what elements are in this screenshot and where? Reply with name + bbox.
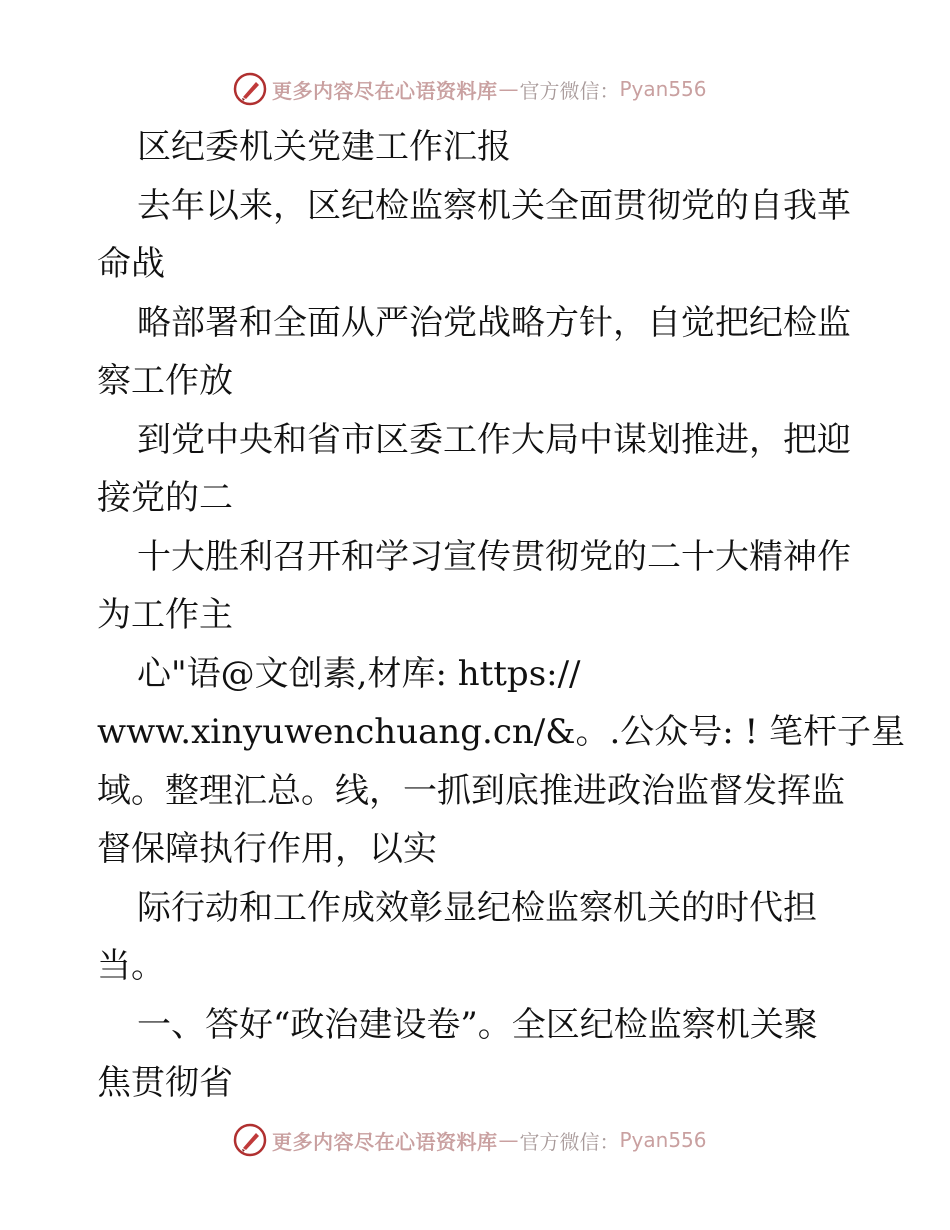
pen-logo-icon: [232, 71, 268, 107]
footer-wechat-label: 官方微信：: [519, 1129, 620, 1154]
document-title: 区纪委机关党建工作汇报: [137, 127, 511, 167]
text-line: 十大胜利召开和学习宣传贯彻党的二十大精神作: [137, 536, 851, 577]
text-line: 命战: [97, 244, 165, 284]
text-line: www.xinyuwenchuang.cn/&。.公众号: ! 笔杆子星: [97, 712, 906, 752]
text-line: 略部署和全面从严治党战略方针，自觉把纪检监: [137, 302, 851, 343]
footer-watermark: [232, 1121, 707, 1159]
text-line: 域。整理汇总。线，一抓到底推进政治监督发挥监: [97, 770, 845, 811]
footer-separator: —: [498, 1128, 519, 1152]
header-wechat-label: 官方微信：: [519, 78, 620, 103]
text-line: 去年以来，区纪检监察机关全面贯彻党的自我革: [137, 185, 851, 226]
header-brand: 更多内容尽在心语资料库: [272, 78, 498, 103]
footer-brand: 更多内容尽在心语资料库: [272, 1129, 498, 1154]
text-line: 焦贯彻省: [97, 1063, 233, 1103]
text-line: 心"语@文创素,材库: https://: [137, 653, 581, 694]
text-line: 督保障执行作用，以实: [97, 829, 437, 869]
text-line: 为工作主: [97, 595, 233, 635]
document-body: [97, 118, 906, 1113]
text-line: 接党的二: [97, 478, 233, 518]
header-separator: —: [498, 77, 519, 101]
footer-account: Pyan556: [619, 1128, 707, 1152]
text-line: 当。: [97, 946, 165, 986]
text-line: 察工作放: [97, 361, 233, 401]
text-line: 到党中央和省市区委工作大局中谋划推进，把迎: [137, 419, 851, 460]
header-account: Pyan556: [619, 77, 707, 101]
pen-logo-icon: [232, 1122, 268, 1158]
header-watermark: [232, 70, 707, 108]
text-line: 一、答好“政治建设卷”。全区纪检监察机关聚: [137, 1004, 818, 1045]
text-line: 际行动和工作成效彰显纪检监察机关的时代担: [137, 887, 817, 928]
